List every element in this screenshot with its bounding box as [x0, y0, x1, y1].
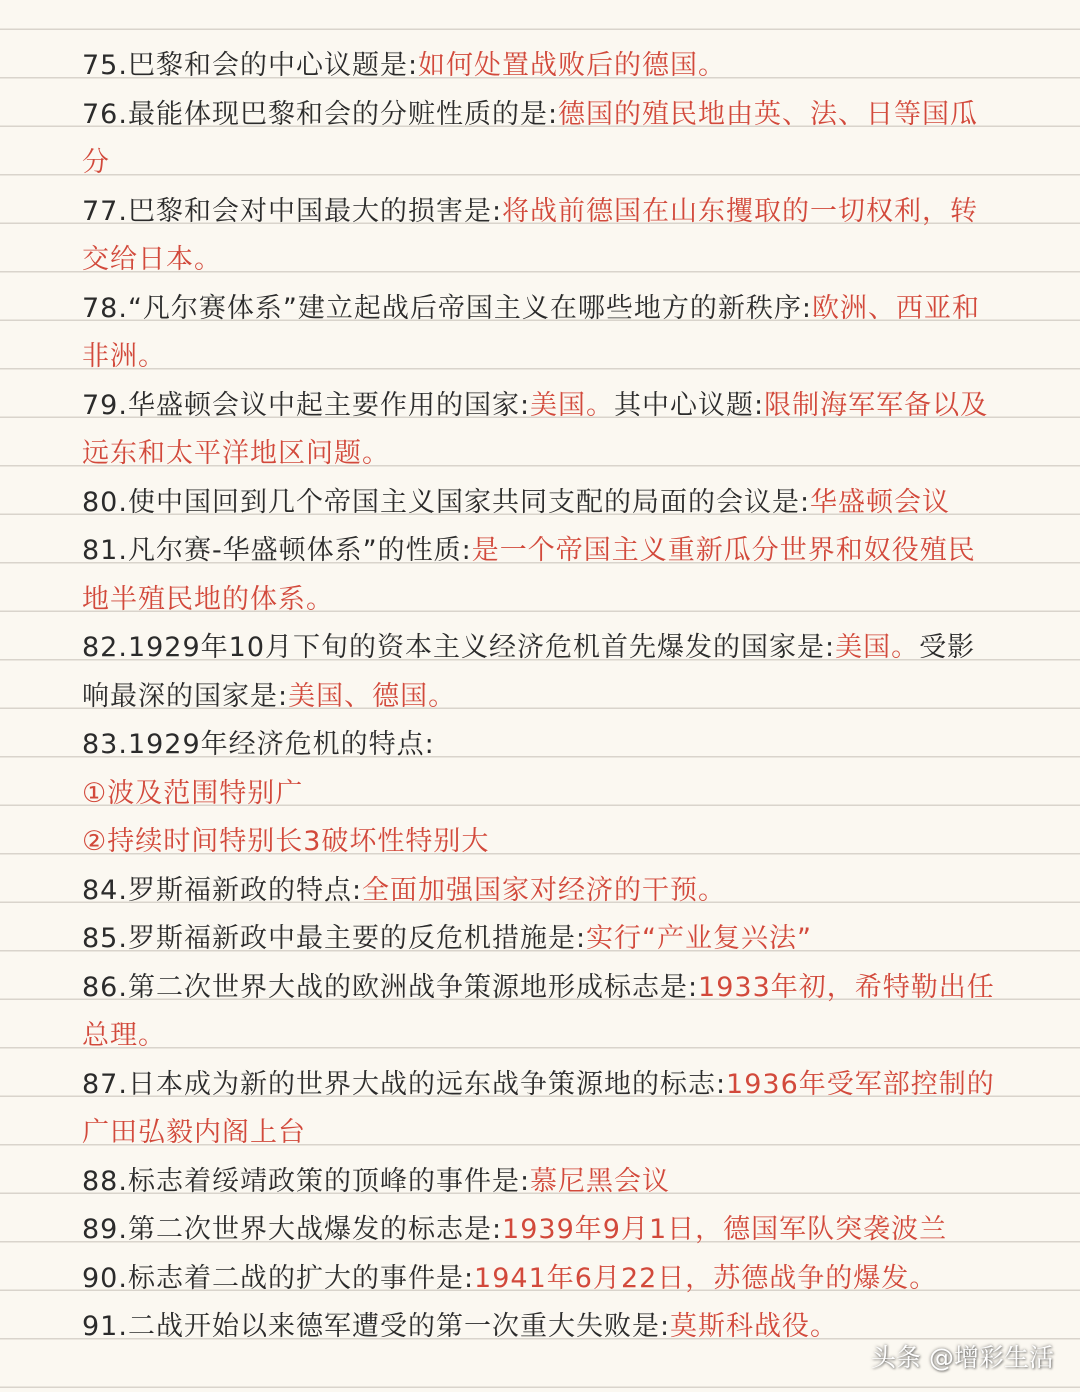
question-text: 76.最能体现巴黎和会的分赃性质的是: — [82, 98, 559, 130]
notes-list — [82, 42, 1000, 1352]
question-text: 75.巴黎和会的中心议题是: — [82, 50, 419, 81]
answer-text: 德国的殖民地由英、法、日等国瓜分 — [82, 98, 979, 178]
answer-text: 是一个帝国主义重新瓜分世界和奴役殖民地半殖民地的体系。 — [82, 535, 976, 615]
question-text: 91.二战开始以来德军遭受的第一次重大失败是: — [82, 1311, 671, 1342]
answer-text: 限制海军军备以及远东和太平洋地区问题。 — [82, 389, 989, 469]
question-text: 82.1929年10月下旬的资本主义经济危机首先爆发的国家是: — [82, 632, 836, 663]
question-text: 88.标志着绥靖政策的顶峰的事件是: — [82, 1165, 531, 1197]
answer-text: 1936年受军部控制的广田弘毅内阁上台 — [82, 1068, 995, 1148]
question-text: 其中心议题: — [614, 389, 765, 421]
answer-text: 1933年初，希特勒出任总理。 — [82, 971, 995, 1051]
answer-text: 如何处置战败后的德国。 — [418, 50, 727, 81]
note-item — [82, 1206, 1000, 1255]
answer-text: 美国。 — [835, 632, 920, 663]
answer-text: 将战前德国在山东攫取的一切权利，转交给日本。 — [82, 195, 979, 275]
note-item — [82, 188, 1000, 285]
answer-text: 1939年9月1日，德国军队突袭波兰 — [502, 1214, 948, 1245]
answer-text: ②持续时间特别长3破坏性特别大 — [82, 826, 490, 857]
note-item — [82, 867, 1000, 916]
note-item — [82, 915, 1000, 964]
watermark: 头条 @增彩生活 — [871, 1343, 1054, 1372]
answer-text: 华盛顿会议 — [810, 486, 951, 518]
question-text: 受影响最深的国家是: — [82, 632, 976, 712]
question-text: 79.华盛顿会议中起主要作用的国家: — [82, 389, 531, 421]
note-item — [82, 1061, 1000, 1158]
note-item — [82, 1158, 1000, 1207]
note-item — [82, 721, 1000, 770]
question-text: 90.标志着二战的扩大的事件是: — [82, 1262, 475, 1294]
question-text: 83.1929年经济危机的特点: — [82, 729, 435, 760]
answer-text: 美国。 — [530, 389, 615, 421]
question-text: 78.“凡尔赛体系”建立起战后帝国主义在哪些地方的新秩序: — [82, 292, 813, 324]
answer-text: ①波及范围特别广 — [82, 777, 304, 809]
note-item — [82, 624, 1000, 721]
question-text: 89.第二次世界大战爆发的标志是: — [82, 1214, 503, 1245]
note-item — [82, 91, 1000, 188]
note-item — [82, 382, 1000, 479]
answer-text: 实行“产业复兴法” — [586, 923, 813, 954]
note-item — [82, 479, 1000, 528]
question-text: 84.罗斯福新政的特点: — [82, 874, 363, 906]
note-item — [82, 1255, 1000, 1304]
note-item — [82, 818, 1000, 867]
answer-text: 莫斯科战役。 — [670, 1311, 839, 1342]
note-item — [82, 42, 1000, 91]
note-item — [82, 1303, 1000, 1352]
note-item — [82, 285, 1000, 382]
answer-text: 全面加强国家对经济的干预。 — [362, 874, 727, 906]
answer-text: 美国、德国。 — [288, 680, 457, 712]
question-text: 87.日本成为新的世界大战的远东战争策源地的标志: — [82, 1068, 727, 1100]
question-text: 81.凡尔赛-华盛顿体系”的性质: — [82, 535, 472, 566]
note-item — [82, 770, 1000, 819]
note-item — [82, 527, 1000, 624]
answer-text: 1941年6月22日，苏德战争的爆发。 — [474, 1262, 938, 1294]
question-text: 86.第二次世界大战的欧洲战争策源地形成标志是: — [82, 971, 699, 1003]
answer-text: 慕尼黑会议 — [530, 1165, 671, 1197]
question-text: 80.使中国回到几个帝国主义国家共同支配的局面的会议是: — [82, 486, 811, 518]
answer-text: 欧洲、西亚和非洲。 — [82, 292, 981, 372]
question-text: 77.巴黎和会对中国最大的损害是: — [82, 195, 503, 227]
question-text: 85.罗斯福新政中最主要的反危机措施是: — [82, 923, 587, 954]
note-item — [82, 964, 1000, 1061]
